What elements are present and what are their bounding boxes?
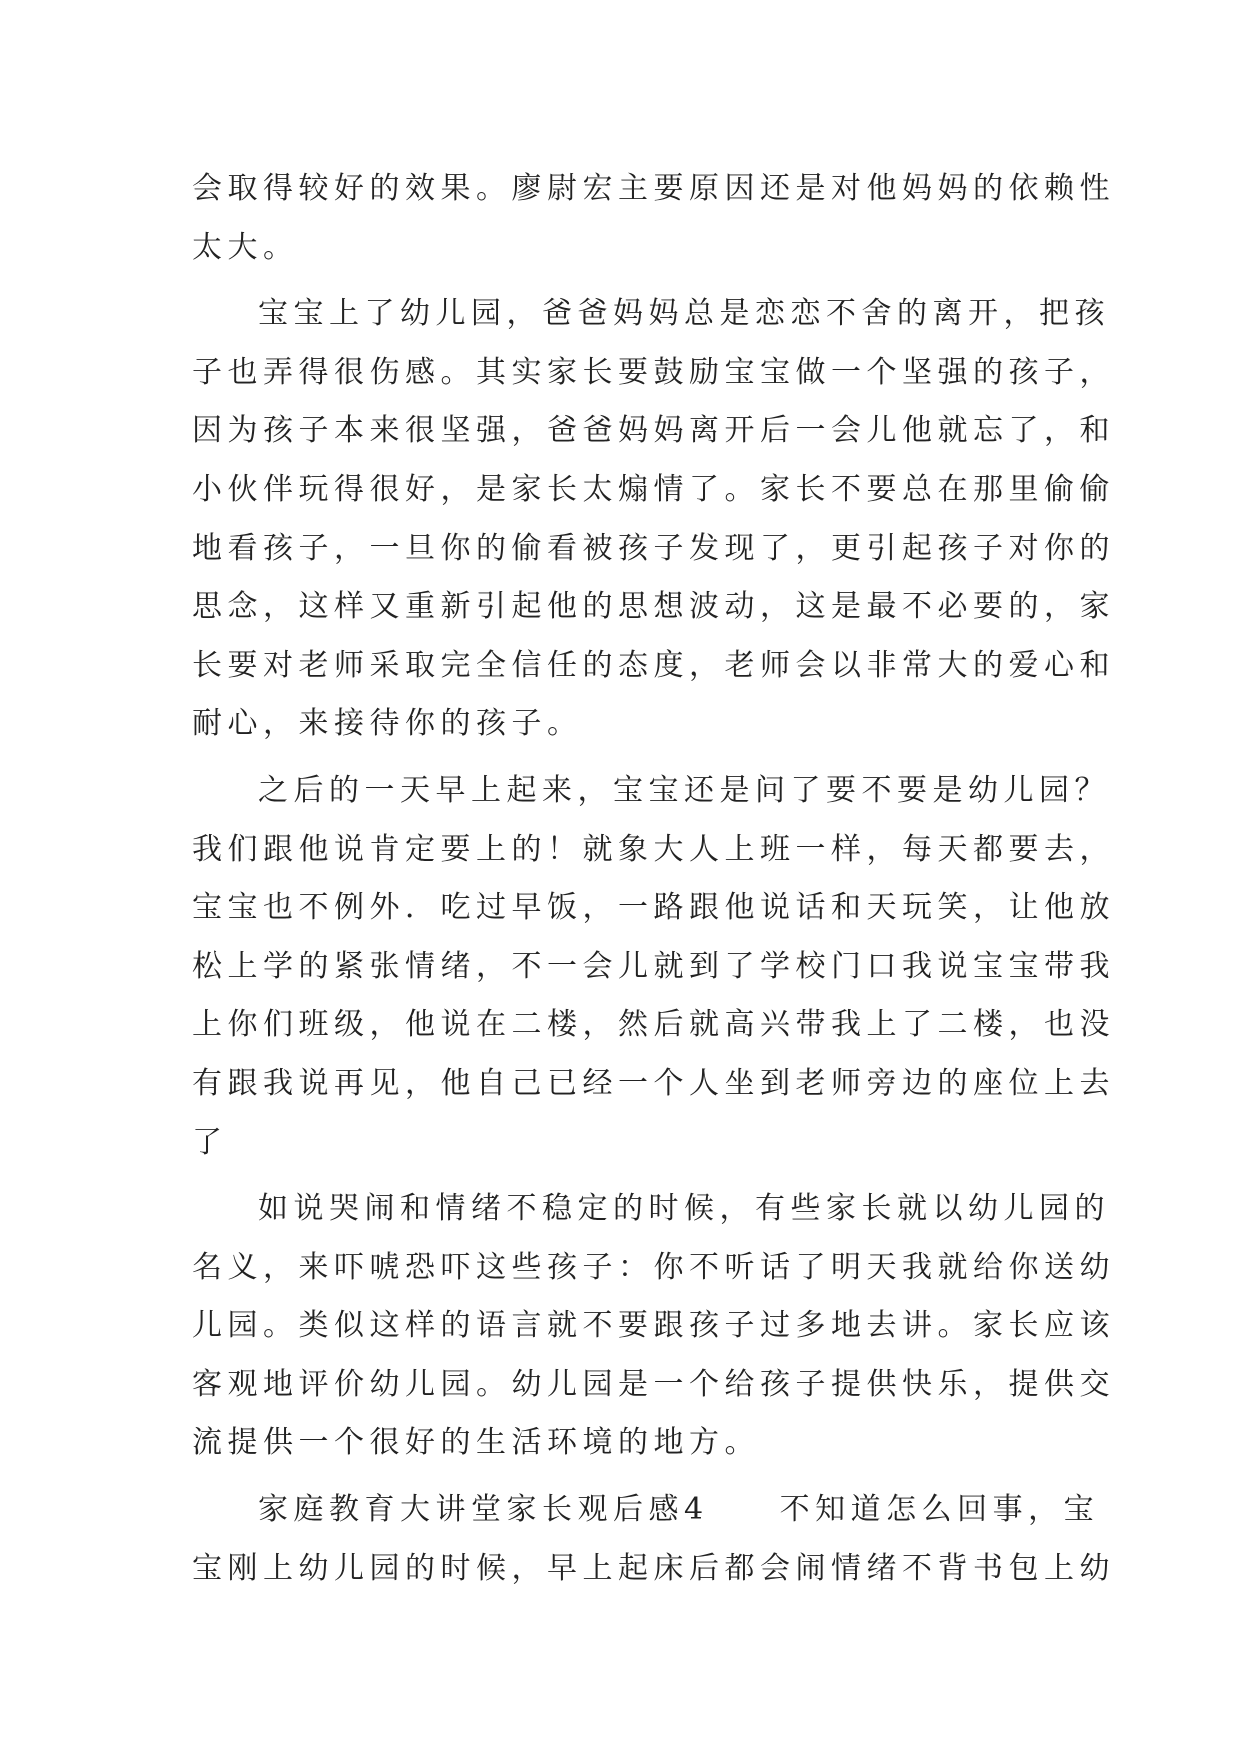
text-line: 家庭教育大讲堂家长观后感4 不知道怎么回事，宝 [258, 1492, 1100, 1528]
text-line: 名义，来吓唬恐吓这些孩子：你不听话了明天我就给你送幼 [192, 1249, 1115, 1285]
text-line: 地看孩子，一旦你的偷看被孩子发现了，更引起孩子对你的 [192, 530, 1115, 566]
paragraph [192, 1180, 1115, 1473]
text-line: 我们跟他说肯定要上的！就象大人上班一样，每天都要去， [192, 831, 1115, 867]
text-line: 宝宝也不例外．吃过早饭，一路跟他说话和天玩笑，让他放 [192, 890, 1115, 926]
text-line: 太大。 [192, 229, 299, 265]
text-line: 有跟我说再见，他自己已经一个人坐到老师旁边的座位上去 [192, 1065, 1115, 1101]
text-line: 松上学的紧张情绪，不一会儿就到了学校门口我说宝宝带我 [192, 948, 1115, 984]
text-line: 之后的一天早上起来，宝宝还是问了要不要是幼儿园？ [258, 772, 1110, 808]
text-line: 流提供一个很好的生活环境的地方。 [192, 1425, 760, 1461]
text-line: 了 [192, 1124, 228, 1160]
paragraph [192, 1481, 1115, 1598]
text-line: 上你们班级，他说在二楼，然后就高兴带我上了二楼，也没 [192, 1007, 1115, 1043]
document-body [192, 160, 1115, 1598]
text-line: 儿园。类似这样的语言就不要跟孩子过多地去讲。家长应该 [192, 1308, 1115, 1344]
text-line: 宝宝上了幼儿园，爸爸妈妈总是恋恋不舍的离开，把孩 [258, 296, 1110, 332]
text-line: 小伙伴玩得很好，是家长太煽情了。家长不要总在那里偷偷 [192, 471, 1115, 507]
text-line: 客观地评价幼儿园。幼儿园是一个给孩子提供快乐，提供交 [192, 1366, 1115, 1402]
paragraph [192, 160, 1115, 277]
text-line: 耐心，来接待你的孩子。 [192, 706, 583, 742]
paragraph [192, 762, 1115, 1172]
text-line: 会取得较好的效果。廖尉宏主要原因还是对他妈妈的依赖性 [192, 171, 1115, 206]
text-line: 子也弄得很伤感。其实家长要鼓励宝宝做一个坚强的孩子， [192, 354, 1115, 390]
text-line: 因为孩子本来很坚强，爸爸妈妈离开后一会儿他就忘了，和 [192, 413, 1115, 449]
text-line: 思念，这样又重新引起他的思想波动，这是最不必要的，家 [192, 589, 1115, 625]
text-line: 如说哭闹和情绪不稳定的时候，有些家长就以幼儿园的 [258, 1191, 1110, 1227]
paragraph [192, 285, 1115, 754]
text-line: 宝刚上幼儿园的时候，早上起床后都会闹情绪不背书包上幼 [192, 1550, 1115, 1586]
text-line: 长要对老师采取完全信任的态度，老师会以非常大的爱心和 [192, 647, 1115, 683]
